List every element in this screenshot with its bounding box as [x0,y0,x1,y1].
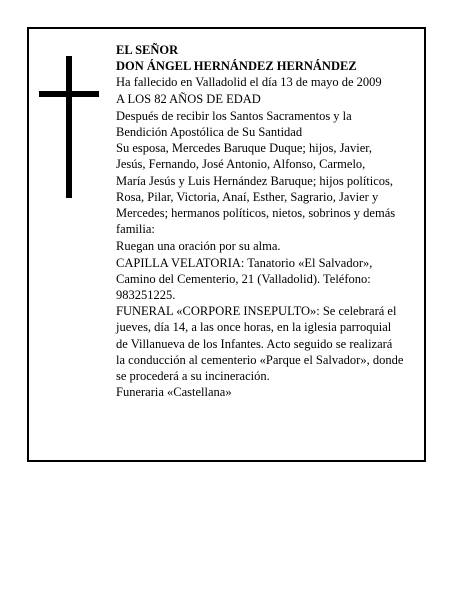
obituary-text [116,42,436,400]
age-line: A LOS 82 AÑOS DE EDAD [116,91,261,106]
deceased-name: DON ÁNGEL HERNÁNDEZ HERNÁNDEZ [116,59,357,74]
family-line: Rosa, Pilar, Victoria, Anaí, Esther, Sagrario, Javier y [116,189,379,204]
chapel-line: 983251225. [116,288,176,303]
family-line: María Jesús y Luis Hernández Baruque; hijos políticos, [116,173,394,188]
funeral-line: la conducción al cementerio «Parque el Salvador», donde [116,352,404,367]
chapel-line: CAPILLA VELATORIA: Tanatorio «El Salvador», [116,255,373,270]
obituary-notice [27,27,426,462]
latin-cross-icon [39,56,99,198]
funeral-line: se procederá a su incineración. [116,369,270,384]
death-line: Ha fallecido en Valladolid el día 13 de mayo de 2009 [116,75,382,90]
funeral-line: de Villanueva de los Infantes. Acto seguido se realizará [116,336,393,351]
family-line: Mercedes; hermanos políticos, nietos, sobrinos y demás [116,206,396,221]
cross-horizontal-bar [39,91,99,97]
sacraments-line: Bendición Apostólica de Su Santidad [116,125,303,140]
funeral-line: FUNERAL «CORPORE INSEPULTO»: Se celebrará el [116,304,397,319]
prayer-line: Ruegan una oración por su alma. [116,239,281,254]
sacraments-line: Después de recibir los Santos Sacramentos y la [116,108,352,123]
family-line: Jesús, Fernando, José Antonio, Alfonso, Carmelo, [116,157,366,172]
chapel-line: Camino del Cementerio, 21 (Valladolid). Teléfono: [116,271,371,286]
family-line: familia: [116,222,155,237]
family-line: Su esposa, Mercedes Baruque Duque; hijos, Javier, [116,141,373,156]
funeral-line: jueves, día 14, a las once horas, en la iglesia parroquial [116,320,392,335]
cross-vertical-bar [66,56,72,198]
notice-heading: EL SEÑOR [116,43,179,57]
funeral-home: Funeraria «Castellana» [116,385,232,400]
